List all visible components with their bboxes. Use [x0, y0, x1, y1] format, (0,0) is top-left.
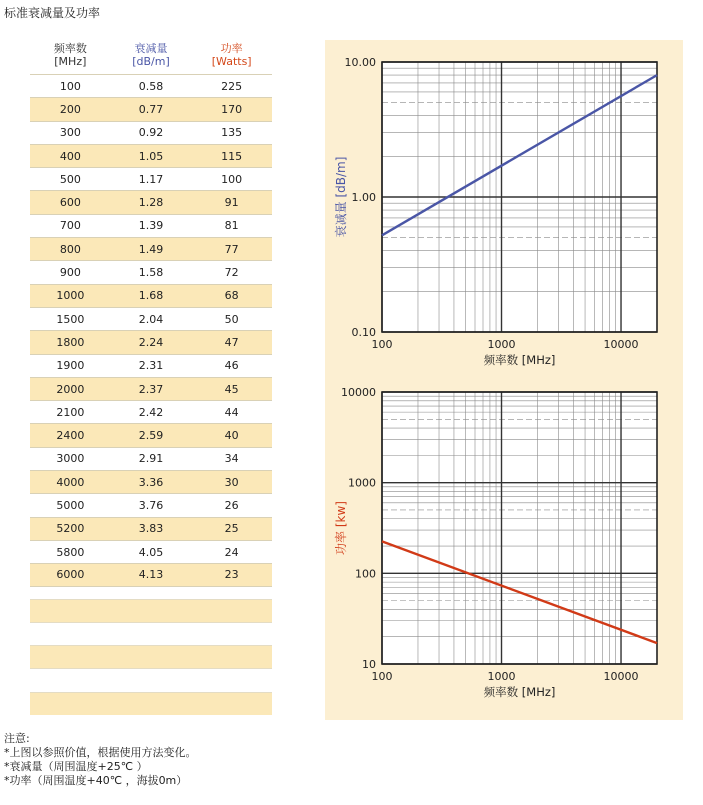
cell-frequency: 5800 — [56, 545, 85, 559]
cell-frequency: 500 — [59, 172, 81, 186]
cell-attenuation: 2.31 — [138, 359, 164, 373]
x-tick-label: 100 — [371, 338, 393, 351]
table-row — [30, 563, 272, 586]
cell-power: 25 — [224, 522, 239, 536]
cell-attenuation: 2.59 — [138, 429, 164, 443]
cell-attenuation: 3.76 — [138, 498, 164, 512]
y-tick-label: 100 — [355, 567, 376, 581]
cell-power: 225 — [221, 79, 243, 93]
header-attenuation — [111, 42, 192, 74]
cell-power: 47 — [224, 335, 239, 349]
cell-frequency: 800 — [59, 242, 81, 256]
header-frequency — [30, 42, 111, 74]
header-frequency-unit: [MHz] — [54, 55, 87, 68]
cell-attenuation: 0.92 — [138, 126, 164, 140]
cell-attenuation: 3.36 — [138, 475, 164, 489]
table-row — [30, 423, 272, 446]
y-axis-label: 衰减量 [dB/m] — [334, 156, 348, 238]
x-tick-label: 1000 — [487, 338, 516, 351]
x-axis-label: 频率数 [MHz] — [483, 685, 556, 699]
table-row — [30, 377, 272, 400]
cell-power: 23 — [224, 568, 239, 582]
cell-frequency: 400 — [59, 149, 81, 163]
cell-attenuation: 1.58 — [138, 266, 164, 280]
header-attenuation-unit: [dB/m] — [132, 55, 170, 68]
cell-attenuation: 0.77 — [138, 102, 164, 116]
table-row — [30, 167, 272, 190]
header-power-unit: [Watts] — [211, 55, 252, 68]
table-row — [30, 284, 272, 307]
table-empty-row — [30, 622, 272, 645]
table-header — [30, 42, 272, 74]
cell-power: 45 — [224, 382, 239, 396]
cell-power: 44 — [224, 405, 239, 419]
cell-power: 50 — [224, 312, 239, 326]
y-axis-label: 功率 [kw] — [334, 501, 348, 555]
cell-attenuation: 3.83 — [138, 522, 164, 536]
cell-frequency: 1800 — [56, 335, 85, 349]
cell-frequency: 1900 — [56, 359, 85, 373]
cell-power: 77 — [224, 242, 239, 256]
cell-attenuation: 4.05 — [138, 545, 164, 559]
cell-frequency: 700 — [59, 219, 81, 233]
note-2: *衰减量（周围温度+25℃ ） — [4, 760, 148, 773]
cell-power: 26 — [224, 498, 239, 512]
cell-frequency: 1500 — [56, 312, 85, 326]
x-tick-label: 1000 — [487, 670, 516, 683]
cell-frequency: 600 — [59, 196, 81, 210]
header-power — [191, 42, 272, 74]
table-row — [30, 447, 272, 470]
header-power-name: 功率 — [220, 42, 243, 55]
y-tick-label: 10000 — [341, 386, 376, 399]
cell-attenuation: 2.04 — [138, 312, 164, 326]
cell-frequency: 300 — [59, 126, 81, 140]
cell-power: 170 — [221, 102, 243, 116]
table-row — [30, 144, 272, 167]
table-row — [30, 400, 272, 423]
table-empty-row — [30, 668, 272, 691]
header-attenuation-name: 衰减量 — [134, 42, 168, 55]
note-3: *功率（周围温度+40℃ ，海拔0m） — [4, 774, 188, 787]
cell-attenuation: 4.13 — [138, 568, 164, 582]
y-tick-label: 10.00 — [344, 56, 376, 69]
cell-power: 34 — [224, 452, 239, 466]
x-axis-label: 频率数 [MHz] — [483, 353, 556, 367]
cell-frequency: 4000 — [56, 475, 85, 489]
cell-frequency: 900 — [59, 266, 81, 280]
cell-power: 81 — [224, 219, 239, 233]
x-tick-label: 10000 — [603, 670, 639, 683]
table-row — [30, 97, 272, 120]
cell-frequency: 3000 — [56, 452, 85, 466]
cell-frequency: 5000 — [56, 498, 85, 512]
cell-frequency: 100 — [59, 79, 81, 93]
cell-frequency: 2100 — [56, 405, 85, 419]
y-tick-label: 1000 — [348, 476, 376, 490]
table-body — [30, 74, 272, 715]
table-row — [30, 330, 272, 353]
table-row — [30, 214, 272, 237]
header-frequency-name: 频率数 — [53, 42, 87, 55]
cell-frequency: 200 — [59, 102, 81, 116]
cell-attenuation: 1.28 — [138, 196, 164, 210]
cell-frequency: 2400 — [56, 429, 85, 443]
cell-attenuation: 1.68 — [138, 289, 164, 303]
cell-frequency: 6000 — [56, 568, 85, 582]
y-tick-label: 0.10 — [351, 326, 376, 339]
cell-power: 100 — [221, 172, 243, 186]
table-row — [30, 260, 272, 283]
table-row — [30, 307, 272, 330]
notes-title: 注意: — [4, 732, 30, 745]
chart-2 — [333, 386, 657, 699]
table-row — [30, 540, 272, 563]
x-tick-label: 10000 — [603, 338, 639, 351]
table-row — [30, 74, 272, 97]
cell-attenuation: 1.39 — [138, 219, 164, 233]
cell-power: 40 — [224, 429, 239, 443]
cell-power: 30 — [224, 475, 239, 489]
note-1: *上图以参照价值，根据使用方法变化。 — [4, 746, 197, 759]
table-row — [30, 517, 272, 540]
cell-frequency: 5200 — [56, 522, 85, 536]
charts — [325, 40, 683, 720]
cell-attenuation: 2.37 — [138, 382, 164, 396]
cell-attenuation: 2.91 — [138, 452, 164, 466]
x-tick-label: 100 — [371, 670, 393, 683]
chart-panel — [325, 40, 683, 720]
cell-power: 68 — [224, 289, 239, 303]
table-row — [30, 354, 272, 377]
cell-power: 24 — [224, 545, 239, 559]
table-empty-row — [30, 645, 272, 668]
cell-power: 91 — [224, 196, 239, 210]
cell-power: 115 — [221, 149, 243, 163]
cell-attenuation: 2.24 — [138, 335, 164, 349]
cell-attenuation: 1.17 — [138, 172, 164, 186]
table-spacer — [30, 587, 272, 599]
table-empty-row — [30, 692, 272, 715]
spec-table — [30, 42, 272, 715]
table-row — [30, 190, 272, 213]
chart-1 — [333, 56, 657, 367]
cell-frequency: 2000 — [56, 382, 85, 396]
cell-attenuation: 1.49 — [138, 242, 164, 256]
cell-attenuation: 2.42 — [138, 405, 164, 419]
y-tick-label: 10 — [362, 658, 376, 671]
notes — [4, 732, 197, 788]
cell-power: 46 — [224, 359, 239, 373]
cell-power: 72 — [224, 266, 239, 280]
table-row — [30, 493, 272, 516]
cell-power: 135 — [221, 126, 243, 140]
cell-frequency: 1000 — [56, 289, 85, 303]
table-row — [30, 121, 272, 144]
y-tick-label: 1.00 — [351, 191, 376, 204]
table-row — [30, 237, 272, 260]
page-title: 标准衰减量及功率 — [4, 6, 101, 20]
table-empty-row — [30, 599, 272, 622]
cell-attenuation: 1.05 — [138, 149, 164, 163]
table-row — [30, 470, 272, 493]
cell-attenuation: 0.58 — [138, 79, 164, 93]
